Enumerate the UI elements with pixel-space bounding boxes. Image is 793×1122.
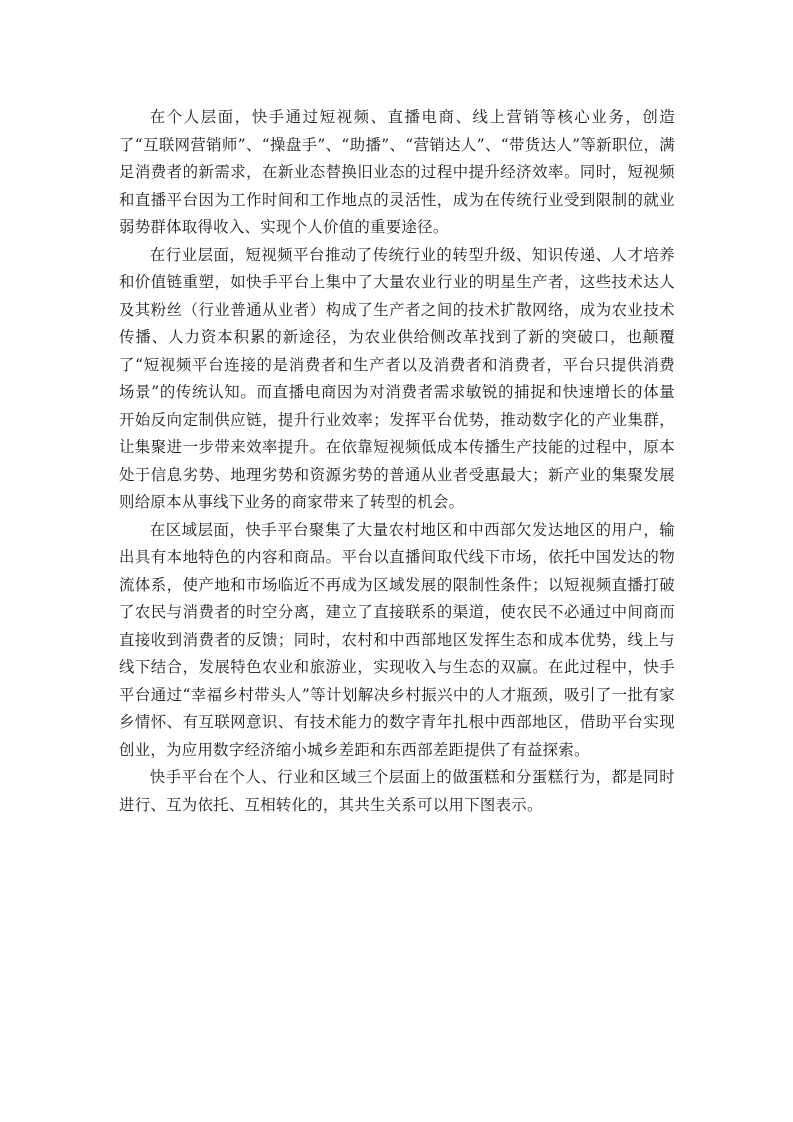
document-body xyxy=(119,104,675,819)
paragraph-summary: 快手平台在个人、行业和区域三个层面上的做蛋糕和分蛋糕行为，都是同时进行、互为依托、互相转化的，其共生关系可以用下图表示。 xyxy=(119,768,675,814)
paragraph-industry-level: 在行业层面，短视频平台推动了传统行业的转型升级、知识传递、人才培养和价值链重塑，如快手平台上集中了大量农业行业的明星生产者，这些技术达人及其粉丝（行业普通从业者）构成了生产者之间的技术扩散网络，成为农业技术传播、人力资本积累的新途径，为农业供给侧改革找到了新的突破口，也颠覆了“短视频平台连接的是消费者和生产者以及消费者和消费者，平台只提供消费场景”的传统认知。而直播电商因为对消费者需求敏锐的捕捉和快速增长的体量开始反向定制供应链，提升行业效率；发挥平台优势，推动数字化的产业集群，让集聚进一步带来效率提升。在依靠短视频低成本传播生产技能的过程中，原本处于信息劣势、地理劣势和资源劣势的普通从业者受惠最大；新产业的集聚发展则给原本从事线下业务的商家带来了转型的机会。 xyxy=(119,245,675,511)
paragraph-individual-level: 在个人层面，快手通过短视频、直播电商、线上营销等核心业务，创造了“互联网营销师”、“操盘手”、“助播”、“营销达人”、“带货达人”等新职位，满足消费者的新需求，在新业态替换旧业态的过程中提升经济效率。同时，短视频和直播平台因为工作时间和工作地点的灵活性，成为在传统行业受到限制的就业弱势群体取得收入、实现个人价值的重要途径。 xyxy=(119,108,675,236)
paragraph-regional-level: 在区域层面，快手平台聚集了大量农村地区和中西部欠发达地区的用户，输出具有本地特色的内容和商品。平台以直播间取代线下市场，依托中国发达的物流体系，使产地和市场临近不再成为区域发展的限制性条件；以短视频直播打破了农民与消费者的时空分离，建立了直接联系的渠道，使农民不必通过中间商而直接收到消费者的反馈；同时，农村和中西部地区发挥生态和成本优势，线上与线下结合，发展特色农业和旅游业，实现收入与生态的双赢。在此过程中，快手平台通过“幸福乡村带头人”等计划解决乡村振兴中的人才瓶颈，吸引了一批有家乡情怀、有互联网意识、有技术能力的数字青年扎根中西部地区，借助平台实现创业，为应用数字经济缩小城乡差距和东西部差距提供了有益探索。 xyxy=(119,520,675,759)
